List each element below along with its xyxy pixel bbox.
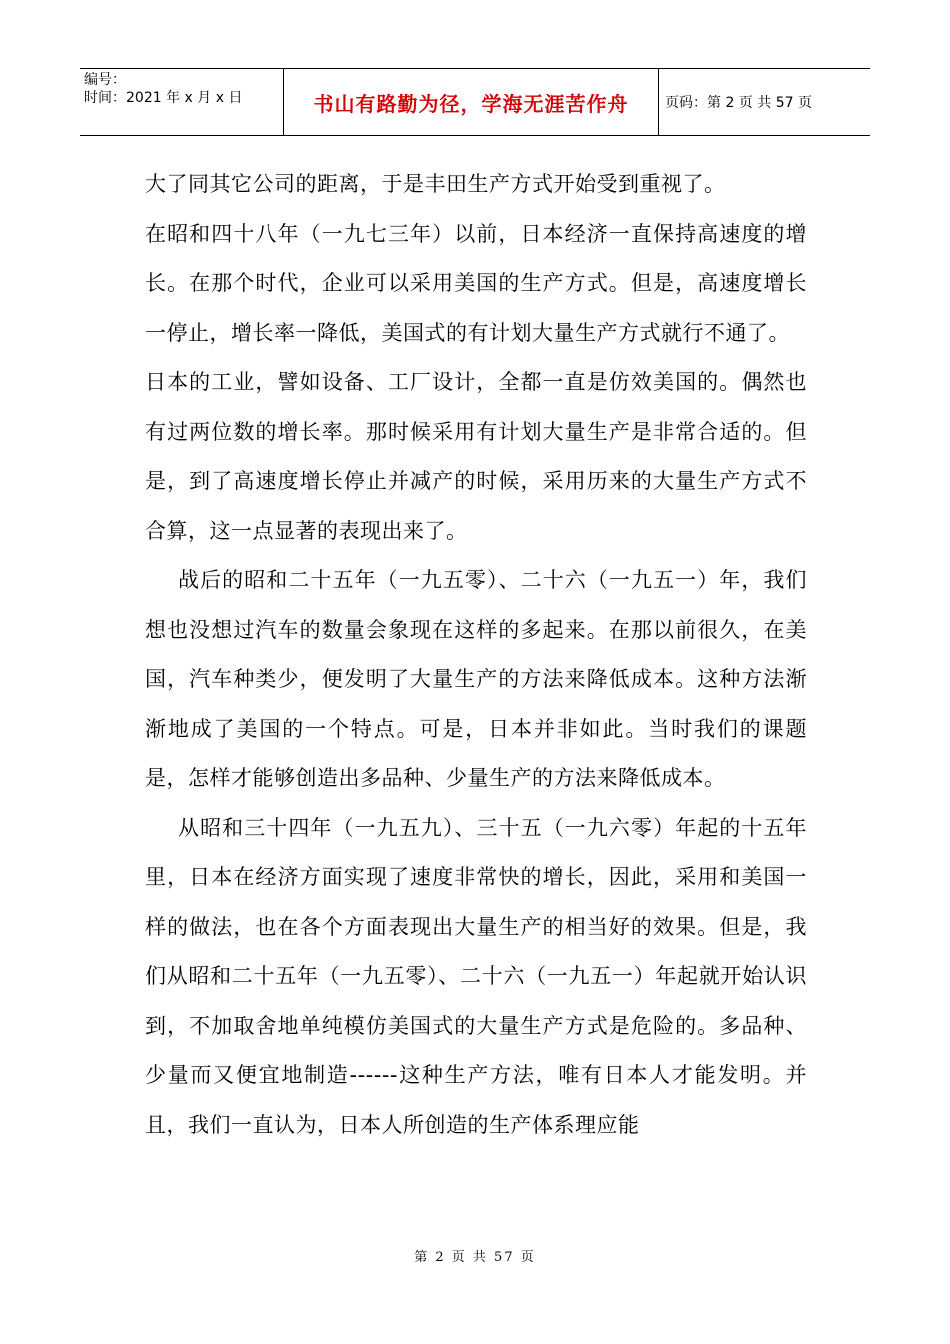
header-motto: 书山有路勤为径，学海无涯苦作舟 bbox=[313, 91, 629, 116]
header-motto-cell bbox=[284, 69, 659, 135]
paragraph-3: 日本的工业，譬如设备、工厂设计，全都一直是仿效美国的。偶然也有过两位数的增长率。那时候采用有计划大量生产是非常合适的。但是，到了高速度增长停止并减产的时候，采用历来的大量生产方式不合算，这一点显著的表现出来了。 bbox=[145, 370, 807, 543]
document-number-label: 编号： bbox=[84, 72, 126, 88]
document-body bbox=[145, 160, 807, 1150]
header-page-info: 页码：第 2 页 共 57 页 bbox=[665, 95, 812, 111]
paragraph-4: 战后的昭和二十五年（一九五零）、二十六（一九五一）年，我们想也没想过汽车的数量会象现在这样的多起来。在那以前很久，在美国，汽车种类少，便发明了大量生产的方法来降低成本。这种方法渐渐地成了美国的一个特点。可是，日本并非如此。当时我们的课题是，怎样才能够创造出多品种、少量生产的方法来降低成本。 bbox=[145, 568, 807, 790]
paragraph-1: 大了同其它公司的距离，于是丰田生产方式开始受到重视了。 bbox=[145, 172, 726, 196]
paragraph-5: 从昭和三十四年（一九五九）、三十五（一九六零）年起的十五年里，日本在经济方面实现了速度非常快的增长，因此，采用和美国一样的做法，也在各个方面表现出大量生产的相当好的效果。但是，我们从昭和二十五年（一九五零）、二十六（一九五一）年起就开始认识到，不加取舍地单纯模仿美国式的大量生产方式是危险的。多品种、少量而又便宜地制造------这种生产方法，唯有日本人才能发明。并且，我们一直认为，日本人所创造的生产体系理应能 bbox=[145, 815, 807, 1137]
paragraph-2: 在昭和四十八年（一九七三年）以前，日本经济一直保持高速度的增长。在那个时代，企业可以采用美国的生产方式。但是，高速度增长一停止，增长率一降低，美国式的有计划大量生产方式就行不通了。 bbox=[145, 221, 807, 345]
header-meta-cell bbox=[80, 69, 284, 135]
header-page-cell bbox=[659, 69, 870, 135]
document-date: 时间：2021 年 x 月 x 日 bbox=[84, 90, 243, 106]
document-header bbox=[80, 68, 870, 136]
page-footer: 第 2 页 共 57 页 bbox=[414, 1250, 536, 1265]
